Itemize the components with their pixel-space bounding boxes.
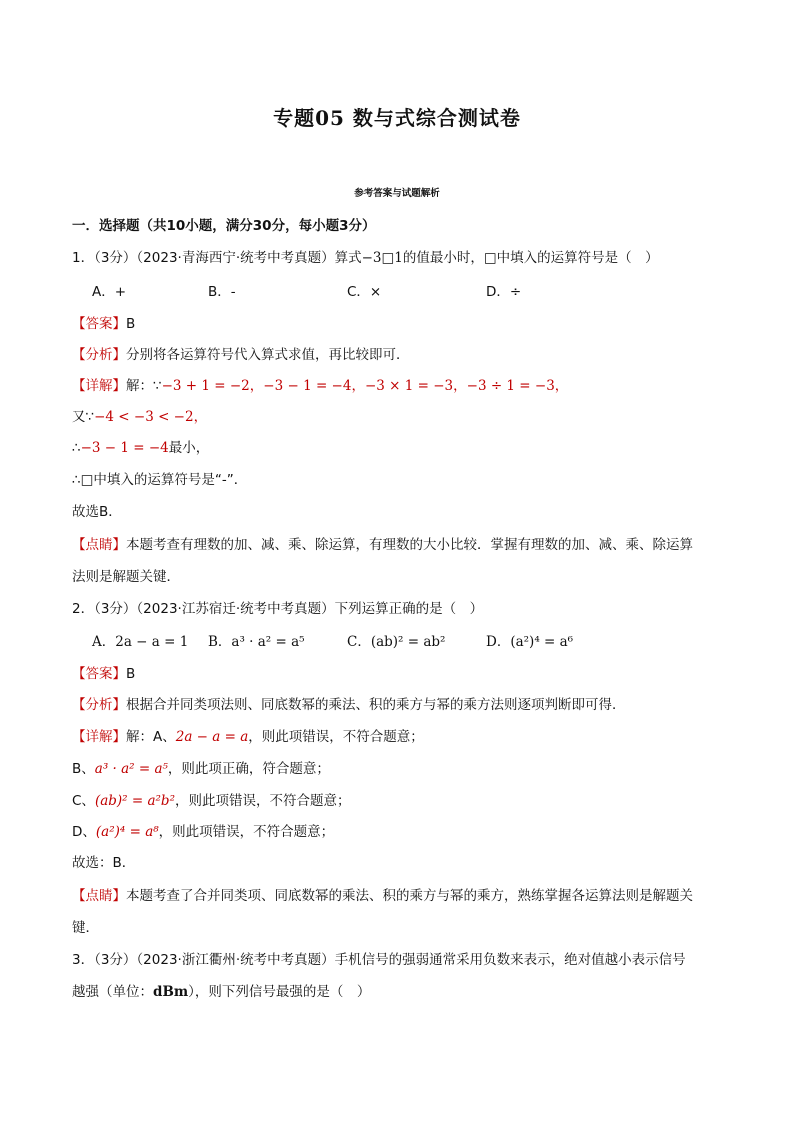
q1-line3-math: −3 − 1 = −4 xyxy=(80,440,169,456)
q2-option-a: A．2a − a = 1 xyxy=(92,634,189,650)
q2-analysis xyxy=(72,695,626,715)
q3-stem2-suffix: ），则下列信号最强的是（ ） xyxy=(188,984,371,1000)
q1-detail-line4: ∴□中填入的运算符号是“-”． xyxy=(72,472,248,488)
q2-option-d: D．(a²)⁴ = a⁶ xyxy=(486,634,574,650)
q1-comment-line2: 法则是解题关键． xyxy=(72,569,180,585)
q2-detail-b-prefix: B、 xyxy=(72,761,95,777)
analysis-tag: 【分析】 xyxy=(72,347,126,363)
q1-line3-suffix: 最小， xyxy=(168,440,210,456)
analysis-tag: 【分析】 xyxy=(72,697,126,713)
q2-detail-d-suffix: ，则此项错误，不符合题意； xyxy=(158,824,335,840)
q2-detail-b-suffix: ，则此项正确，符合题意； xyxy=(167,761,330,777)
answer-tag: 【答案】 xyxy=(72,666,126,682)
q2-option-b: B．a³ · a² = a⁵ xyxy=(208,634,305,650)
comment-tag: 【点睛】 xyxy=(72,537,126,553)
q1-stem xyxy=(72,248,659,268)
q1-analysis xyxy=(72,345,410,365)
q1-detail xyxy=(72,376,568,396)
q2-answer xyxy=(72,664,135,684)
q1-comment xyxy=(72,535,693,555)
q1-option-c: C．× xyxy=(347,284,382,300)
comment-tag: 【点睛】 xyxy=(72,888,126,904)
q2-detail-a xyxy=(72,727,424,747)
q1-answer xyxy=(72,314,135,334)
q2-answer-value: B xyxy=(126,666,136,682)
q1-line2-math: −4 < −3 < −2， xyxy=(94,409,208,425)
q2-detail-c xyxy=(72,791,350,811)
q2-stem: 2．（3分）（2023·江苏宿迁·统考中考真题）下列运算正确的是（ ） xyxy=(72,601,484,617)
q3-stem2-prefix: 越强（单位： xyxy=(72,984,153,1000)
q1-detail-prefix: 解：∵ xyxy=(126,378,162,394)
q1-expr: −3□1 xyxy=(361,250,403,266)
q1-line2-prefix: 又∵ xyxy=(72,409,95,425)
q2-detail-c-suffix: ，则此项错误，不符合题意； xyxy=(174,793,351,809)
detail-tag: 【详解】 xyxy=(72,378,126,394)
q2-comment xyxy=(72,886,693,906)
answer-tag: 【答案】 xyxy=(72,316,126,332)
q1-option-a: A．+ xyxy=(92,284,127,300)
page-subtitle: 参考答案与试题解析 xyxy=(354,188,440,199)
q2-detail-d xyxy=(72,822,334,842)
q2-detail-a-prefix: 解：A、 xyxy=(126,729,176,745)
q2-detail-d-math: (a²)⁴ = a⁸ xyxy=(95,824,159,840)
q1-analysis-text: 分别将各运算符号代入算式求值，再比较即可． xyxy=(126,347,410,363)
q2-comment-line2: 键． xyxy=(72,920,99,936)
q1-option-b: B．- xyxy=(208,284,236,300)
q1-option-d: D．÷ xyxy=(486,284,522,300)
q2-detail-b xyxy=(72,759,330,779)
q1-stem-suffix: 的值最小时，□中填入的运算符号是（ ） xyxy=(402,250,659,266)
q2-analysis-text: 根据合并同类项法则、同底数幂的乘法、积的乘方与幂的乘方法则逐项判断即可得． xyxy=(126,697,626,713)
q2-detail-b-math: a³ · a² = a⁵ xyxy=(94,761,168,777)
q2-option-c: C．(ab)² = ab² xyxy=(347,634,446,650)
q2-detail-c-math: (ab)² = a²b² xyxy=(94,793,175,809)
q2-detail-a-math: 2a − a = a xyxy=(175,729,249,745)
q1-detail-math: −3 + 1 = −2，−3 − 1 = −4，−3 × 1 = −3，−3 ÷ 1 = −3， xyxy=(161,378,569,394)
q2-detail-d-prefix: D、 xyxy=(72,824,96,840)
q1-answer-value: B xyxy=(126,316,136,332)
q1-line3-prefix: ∴ xyxy=(72,440,81,456)
q3-unit: dBm xyxy=(153,984,189,1000)
detail-tag: 【详解】 xyxy=(72,729,126,745)
q2-comment-text: 本题考查了合并同类项、同底数幂的乘法、积的乘方与幂的乘方，熟练掌握各运算法则是解题关 xyxy=(126,888,693,904)
section-heading: 一．选择题（共10小题，满分30分，每小题3分） xyxy=(72,218,376,234)
q3-stem-line1: 3．（3分）（2023·浙江衢州·统考中考真题）手机信号的强弱通常采用负数来表示，绝对值越小表示信号 xyxy=(72,952,686,968)
q1-detail-line2 xyxy=(72,407,207,427)
q1-detail-line5: 故选B． xyxy=(72,504,122,520)
q2-detail-a-suffix: ，则此项错误，不符合题意； xyxy=(248,729,424,745)
page-title: 专题05 数与式综合测试卷 xyxy=(273,106,521,130)
q2-detail-c-prefix: C、 xyxy=(72,793,95,809)
q3-stem-line2 xyxy=(72,982,370,1002)
q1-comment-text: 本题考查有理数的加、减、乘、除运算，有理数的大小比较．掌握有理数的加、减、乘、除运算 xyxy=(126,537,693,553)
q1-stem-prefix: 1．（3分）（2023·青海西宁·统考中考真题）算式 xyxy=(72,250,362,266)
q2-conclusion: 故选：B． xyxy=(72,855,136,871)
q1-detail-line3 xyxy=(72,438,209,458)
